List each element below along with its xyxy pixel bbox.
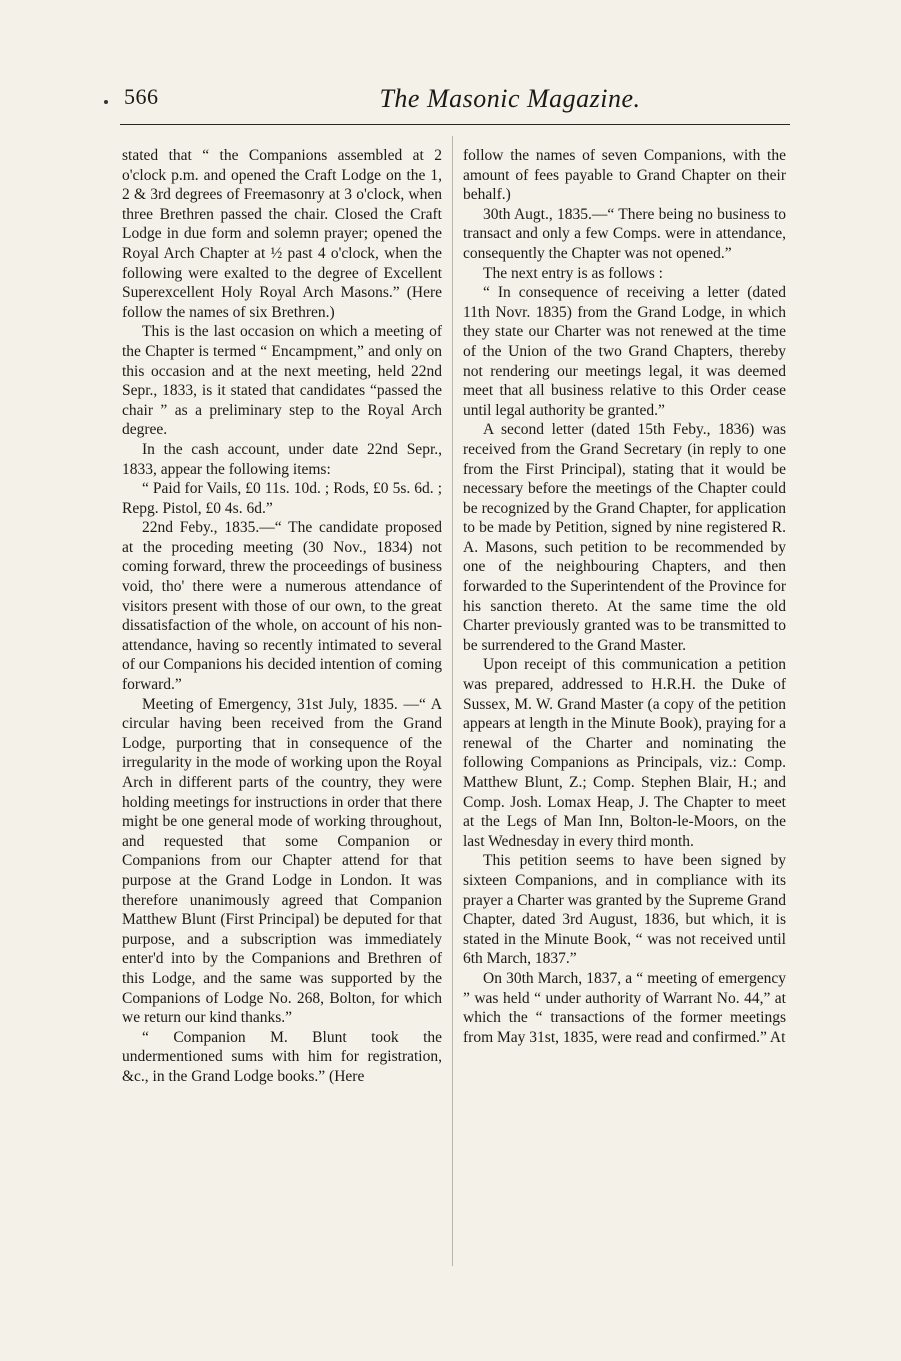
- column-divider: [452, 136, 453, 1266]
- paragraph: “ Companion M. Blunt took the undermentioned sums with him for registration, &c., in the Grand Lodge books.” (Here: [122, 1028, 442, 1085]
- paragraph: stated that “ the Companions assembled at 2 o'clock p.m. and opened the Craft Lodge on the 1, 2 & 3rd degrees of Freemasonry at 3 o'clock, when three Brethren passed the chair. Closed the Craft Lodge in due form and solemn prayer; opened the Royal Arch Chapter at ½ past 4 o'clock, when the following were exalted to the degree of Excellent Superexcellent Holy Royal Arch Masons.” (Here follow the names of six Brethren.): [122, 147, 442, 321]
- header-rule: [120, 124, 790, 125]
- paragraph: Meeting of Emergency, 31st July, 1835. —“ A circular having been received from the Grand Lodge, purporting that in consequence of the irregularity in the mode of working upon the Royal Arch in different parts of the country, they were holding meetings for instructions in order that there might be one general mode of working throughout, and requested that some Companion or Companions from our Chapter attend for that purpose at the Grand Lodge in London. It was therefore unanimously agreed that Companion Matthew Blunt (First Principal) be deputed for that purpose, and a subscription was immediately enter'd into by the Companions and Brethren of this Lodge, and the same was supported by the Companions of Lodge No. 268, Bolton, for which we return our kind thanks.”: [122, 695, 442, 1027]
- paragraph: In the cash account, under date 22nd Sepr., 1833, appear the following items:: [122, 440, 442, 478]
- paragraph: Upon receipt of this communication a petition was prepared, addressed to H.R.H. the Duke of Sussex, M. W. Grand Master (a copy of the petition appears at length in the Minute Book), praying for a renewal of the Charter and nominating the following Companions as Principals, viz.: Comp. Matthew Blunt, Z.; Comp. Stephen Blair, H.; and Comp. Josh. Lomax Heap, J. The Chapter to meet at the Legs of Man Inn, Bolton-le-Moors, on the last Wednesday in every third month.: [463, 656, 786, 850]
- paragraph: “ In consequence of receiving a letter (dated 11th Novr. 1835) from the Grand Lodge, in which they state our Charter was not renewed at the time of the Union of the two Grand Chapters, thereby not rendering our meetings legal, it was deemed meet that all business relative to this Order cease until legal authority be granted.”: [463, 284, 786, 419]
- paragraph: follow the names of seven Companions, with the amount of fees payable to Grand Chapter on their behalf.): [463, 147, 786, 204]
- running-head: The Masonic Magazine.: [379, 84, 641, 113]
- right-column: [463, 146, 786, 1047]
- page-number: 566: [124, 84, 159, 109]
- paragraph: This petition seems to have been signed by sixteen Companions, and in compliance with its prayer a Charter was granted by the Supreme Grand Chapter, dated 3rd August, 1836, but which, it is stated in the Minute Book, “ was not received until 6th March, 1837.”: [463, 852, 786, 968]
- paragraph: This is the last occasion on which a meeting of the Chapter is termed “ Encampment,” and only on this occasion and at the next meeting, held 22nd Sepr., 1833, is it stated that candidates “passed the chair ” as a preliminary step to the Royal Arch degree.: [122, 323, 442, 439]
- paragraph: “ Paid for Vails, £0 11s. 10d. ; Rods, £0 5s. 6d. ; Repg. Pistol, £0 4s. 6d.”: [122, 480, 442, 517]
- margin-mark: [104, 100, 108, 104]
- paragraph: The next entry is as follows :: [483, 264, 663, 282]
- paragraph: On 30th March, 1837, a “ meeting of emergency ” was held “ under authority of Warrant No. 44,” at which the “ transactions of the former meetings from May 31st, 1835, were read and confirmed.” At: [463, 969, 786, 1046]
- paragraph: 30th Augt., 1835.—“ There being no business to transact and only a few Comps. were in attendance, consequently the Chapter was not opened.”: [463, 205, 786, 262]
- paragraph: A second letter (dated 15th Feby., 1836) was received from the Grand Secretary (in reply to one from the First Principal), stating that it would be necessary before the meetings of the Chapter could be recognized by the Grand Chapter, for application to be made by Petition, signed by nine registered R. A. Masons, such petition to be recommended by one of the neighbouring Chapters, and then forwarded to the Superintendent of the Province for his sanction thereto. At the same time the old Charter previously granted was to be transmitted to be surrendered to the Grand Master.: [463, 421, 786, 654]
- left-column: [122, 146, 442, 1087]
- paragraph: 22nd Feby., 1835.—“ The candidate proposed at the proceding meeting (30 Nov., 1834) not coming forward, threw the proceedings of business void, tho' there were a numerous attendance of visitors present with those of our own, to the great dissatisfaction of the whole, on account of his non-attendance, having so recently intimated to several of our Companions his decided intention of coming forward.”: [122, 519, 442, 694]
